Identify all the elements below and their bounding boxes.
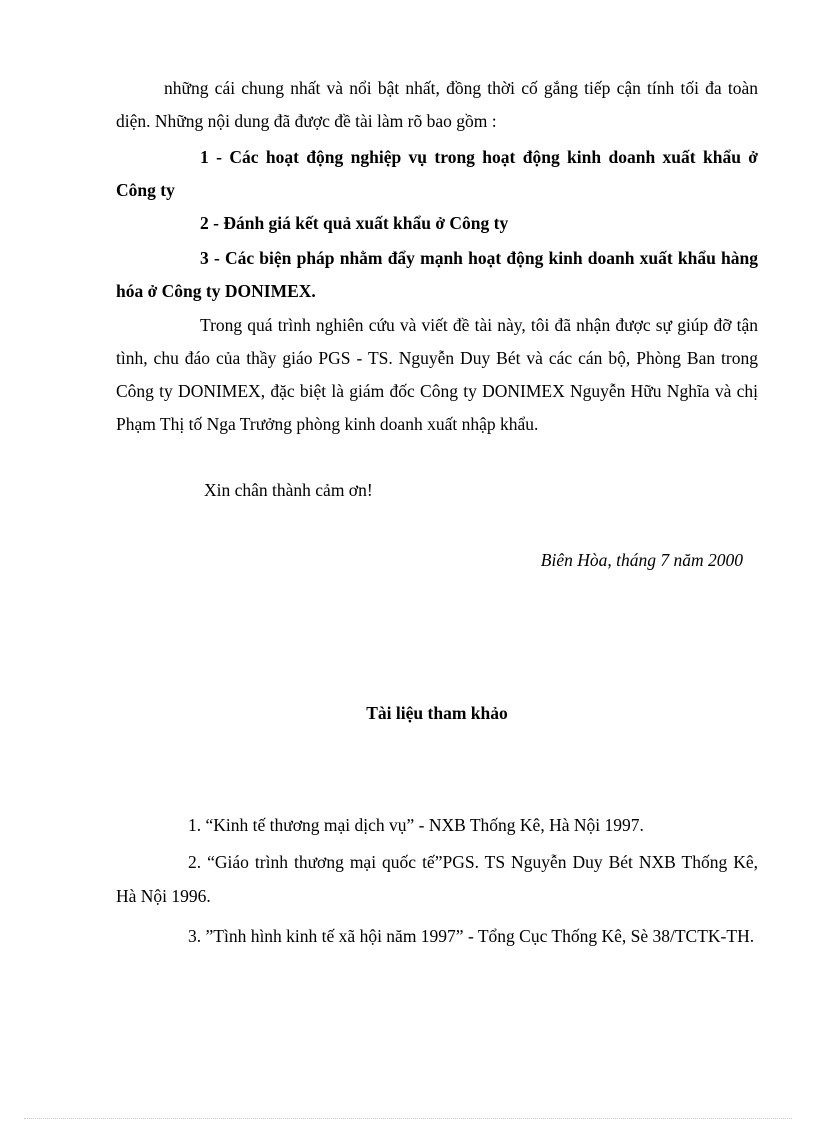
acknowledgement-paragraph: Trong quá trình nghiên cứu và viết đề tài này, tôi đã nhận được sự giúp đỡ tận tình, chu đáo của thầy giáo PGS - TS. Nguyễn Duy Bét và các cán bộ, Phòng Ban trong Công ty DONIMEX, đặc biệt là giám đốc Công ty DONIMEX Nguyễn Hữu Nghĩa và chị Phạm Thị tố Nga Trưởng phòng kinh doanh xuất nhập khẩu. [116,315,758,434]
topic-item-1: 1 - Các hoạt động nghiệp vụ trong hoạt động kinh doanh xuất khẩu ở Công ty [116,147,758,200]
topic-item-3: 3 - Các biện pháp nhằm đẩy mạnh hoạt động kinh doanh xuất khẩu hàng hóa ở Công ty DONIMEX. [116,248,758,301]
page-bottom-divider [24,1118,792,1119]
place-date-signature: Biên Hòa, tháng 7 năm 2000 [540,550,743,570]
topic-item-2: 2 - Đánh giá kết quả xuất khẩu ở Công ty [200,213,509,233]
thanks-line: Xin chân thành cảm ơn! [204,480,373,500]
reference-item-1: 1. “Kinh tế thương mại dịch vụ” - NXB Thống Kê, Hà Nội 1997. [188,815,644,835]
intro-paragraph: những cái chung nhất và nổi bật nhất, đồng thời cố gắng tiếp cận tính tối đa toàn diện. Những nội dung đã được đề tài làm rõ bao gồm : [116,78,758,131]
reference-item-3: 3. ”Tình hình kinh tế xã hội năm 1997” - Tổng Cục Thống Kê, Sè 38/TCTK-TH. [188,926,755,946]
reference-item-2: 2. “Giáo trình thương mại quốc tế”PGS. TS Nguyễn Duy Bét NXB Thống Kê, Hà Nội 1996. [116,852,758,906]
references-title: Tài liệu tham khảo [366,703,508,723]
